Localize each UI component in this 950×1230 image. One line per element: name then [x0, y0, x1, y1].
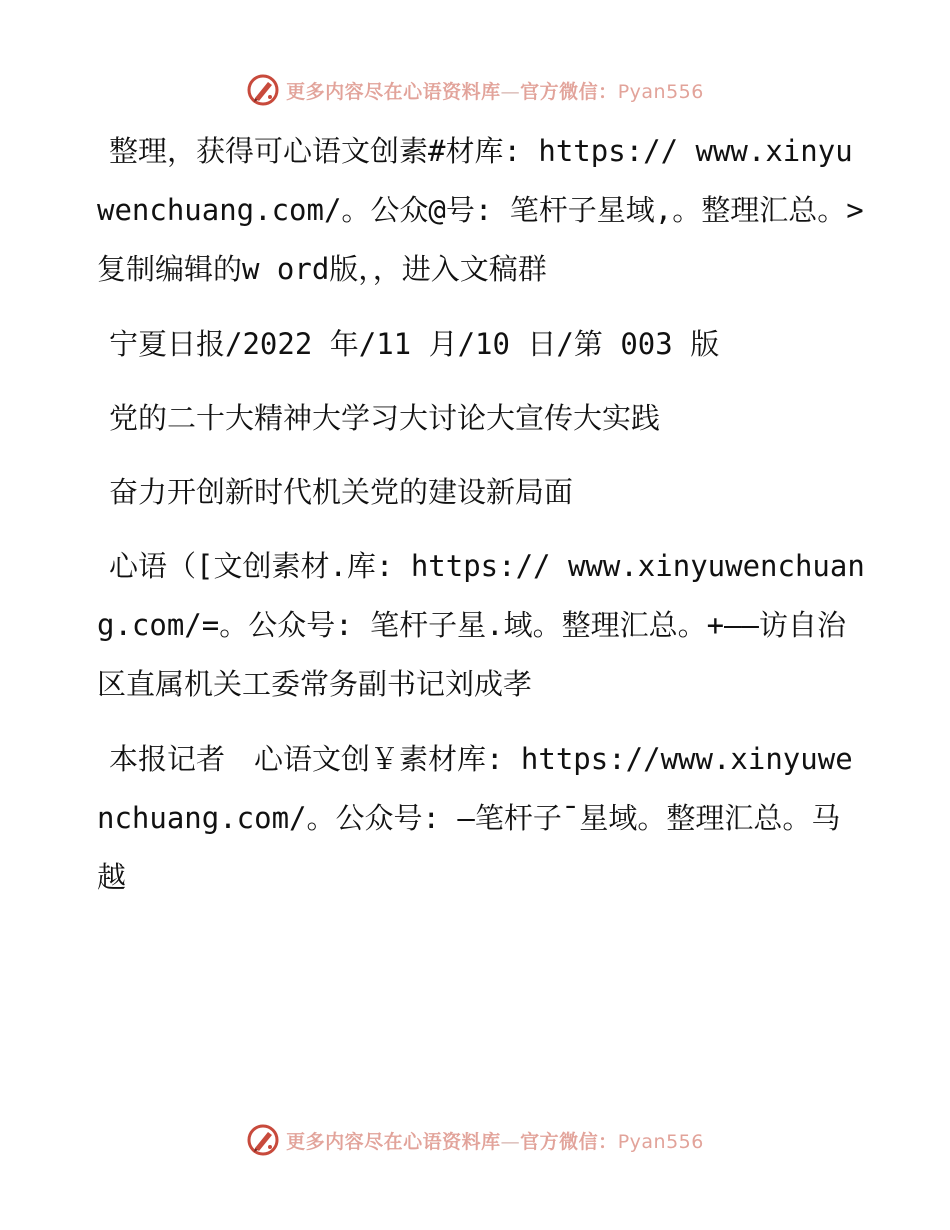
- watermark-main: 更多内容尽在心语资料库: [286, 1130, 501, 1153]
- footer-watermark: [0, 1120, 950, 1160]
- paragraph-headline: 奋力开创新时代机关党的建设新局面: [109, 475, 574, 509]
- paragraph-column-title: 党的二十大精神大学习大讨论大宣传大实践: [109, 401, 661, 435]
- watermark-wechat-id: Pyan556: [617, 80, 704, 103]
- pen-logo-icon: [246, 1123, 280, 1157]
- document-body: [97, 122, 867, 923]
- watermark-wechat-id: Pyan556: [617, 1130, 704, 1153]
- paragraph-subheadline: 心语（[文创素材.库: https:// www.xinyuwenchuang.com/=。公众号: 笔杆子星.域。整理汇总。+——访自治区直属机关工委常务副书记刘成孝: [97, 549, 865, 701]
- watermark-text: [286, 1127, 704, 1154]
- watermark-group: [246, 1123, 704, 1157]
- watermark-suffix: 官方微信：: [520, 80, 618, 103]
- paragraph-publication-info: 宁夏日报/2022 年/11 月/10 日/第 003 版: [109, 327, 720, 361]
- watermark-text: [286, 77, 704, 104]
- watermark-main: 更多内容尽在心语资料库: [286, 80, 501, 103]
- paragraph-source-notice: 整理，获得可心语文创素#材库: https:// www.xinyuwenchuang.com/。公众@号: 笔杆子星域,。整理汇总。>复制编辑的w ord版，，进入文稿群: [97, 134, 864, 286]
- pen-logo-icon: [246, 73, 280, 107]
- watermark-dash: —: [500, 80, 521, 103]
- watermark-dash: —: [500, 1130, 521, 1153]
- header-watermark: [0, 70, 950, 110]
- paragraph-byline: 本报记者 心语文创￥素材库: https://www.xinyuwenchuang.com/。公众号: —笔杆子¯星域。整理汇总。马越: [97, 742, 853, 894]
- watermark-group: [246, 73, 704, 107]
- watermark-suffix: 官方微信：: [520, 1130, 618, 1153]
